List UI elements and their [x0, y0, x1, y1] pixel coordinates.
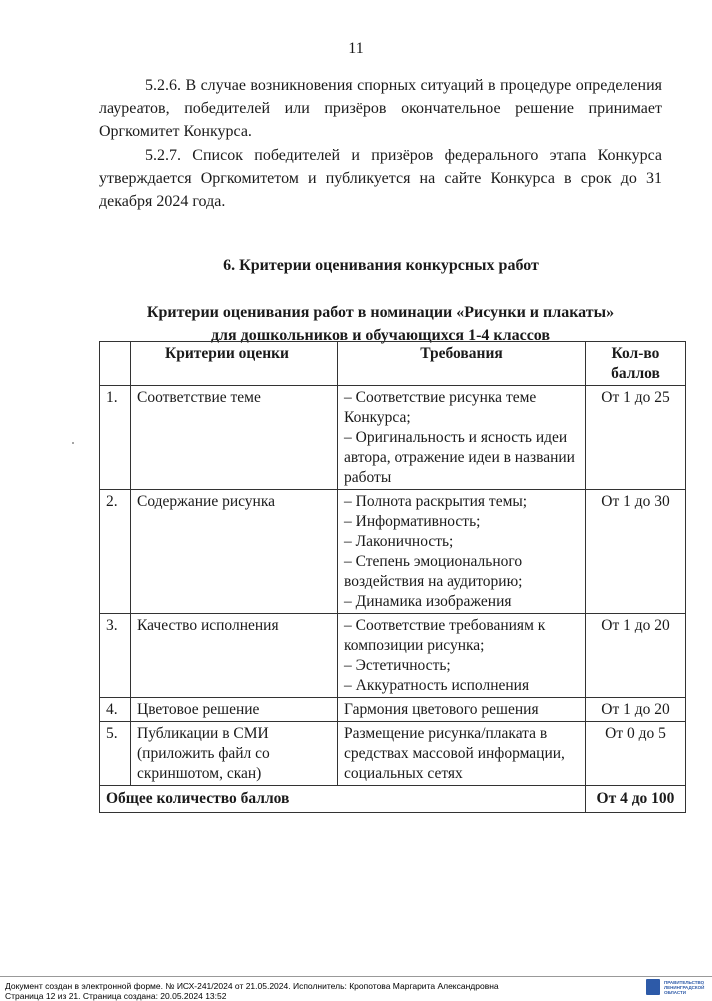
table-row: [100, 490, 686, 614]
header-requirements: Требования: [338, 342, 586, 386]
row-points: От 1 до 25: [586, 386, 686, 490]
requirement-item: – Эстетичность;: [344, 657, 451, 674]
row-requirements: [338, 722, 586, 786]
requirement-item: – Лаконичность;: [344, 533, 454, 550]
row-criterion: Цветовое решение: [131, 698, 338, 722]
row-criterion: Содержание рисунка: [131, 490, 338, 614]
row-criterion: Соответствие теме: [131, 386, 338, 490]
requirement-item: – Степень эмоционального воздействия на аудиторию;: [344, 553, 523, 590]
government-logo: [646, 979, 704, 995]
header-points: Кол-во баллов: [586, 342, 686, 386]
requirement-item: Гармония цветового решения: [344, 701, 539, 718]
header-number: [100, 342, 131, 386]
table-title-line-2: для дошкольников и обучающихся 1-4 классов: [210, 327, 551, 344]
section-title: 6. Критерии оценивания конкурсных работ: [223, 257, 539, 274]
table-row: [100, 722, 686, 786]
row-points: От 1 до 20: [586, 698, 686, 722]
table-header-row: [100, 342, 686, 386]
row-points: От 1 до 20: [586, 614, 686, 698]
row-number: 1.: [100, 386, 131, 490]
table-row: [100, 698, 686, 722]
requirement-item: – Динамика изображения: [344, 593, 512, 610]
logo-text: ПРАВИТЕЛЬСТВО ЛЕНИНГРАДСКОЙ ОБЛАСТИ: [664, 979, 705, 995]
requirement-item: – Соответствие требованиям к композиции рисунка;: [344, 617, 546, 654]
table-title-line-1: Критерии оценивания работ в номинации «Рисунки и плакаты»: [146, 304, 615, 321]
row-number: 2.: [100, 490, 131, 614]
table-total-row: [100, 786, 686, 813]
row-number: 4.: [100, 698, 131, 722]
paragraph-5-2-7: 5.2.7. Список победителей и призёров федерального этапа Конкурса утверждается Оргкомитетом и публикуется на сайте Конкурса в срок до 31 декабря 2024 года.: [99, 147, 662, 210]
total-points: От 4 до 100: [586, 786, 686, 813]
document-footer: [5, 981, 499, 1001]
requirement-item: Размещение рисунка/плаката в средствах массовой информации, социальных сетях: [344, 725, 565, 782]
requirement-item: – Полнота раскрытия темы;: [344, 493, 528, 510]
row-number: 5.: [100, 722, 131, 786]
row-requirements: [338, 614, 586, 698]
row-points: От 1 до 30: [586, 490, 686, 614]
paragraph-5-2-6: 5.2.6. В случае возникновения спорных ситуаций в процедуре определения лауреатов, победителей или призёров окончательное решение принимает Оргкомитет Конкурса.: [99, 77, 662, 140]
requirement-item: – Информативность;: [344, 513, 481, 530]
total-label: Общее количество баллов: [100, 786, 586, 813]
footer-line-1: Документ создан в электронной форме. № ИСХ-241/2024 от 21.05.2024. Исполнитель: Кропотова Маргарита Александровна: [5, 981, 499, 991]
row-requirements: [338, 698, 586, 722]
footer-divider: [0, 976, 712, 977]
row-criterion: Качество исполнения: [131, 614, 338, 698]
table-row: [100, 614, 686, 698]
row-requirements: [338, 490, 586, 614]
row-criterion: Публикации в СМИ (приложить файл со скриншотом, скан): [131, 722, 338, 786]
logo-emblem-icon: [646, 979, 660, 995]
footer-line-2: Страница 12 из 21. Страница создана: 20.05.2024 13:52: [5, 991, 227, 1001]
row-number: 3.: [100, 614, 131, 698]
table-row: [100, 386, 686, 490]
header-criteria: Критерии оценки: [131, 342, 338, 386]
requirement-item: – Соответствие рисунка теме Конкурса;: [344, 389, 537, 426]
requirement-item: – Аккуратность исполнения: [344, 677, 530, 694]
scan-speck: [72, 442, 74, 444]
requirement-item: – Оригинальность и ясность идеи автора, отражение идеи в названии работы: [344, 429, 575, 486]
criteria-table: [99, 341, 686, 813]
table-body: [100, 386, 686, 786]
row-requirements: [338, 386, 586, 490]
row-points: От 0 до 5: [586, 722, 686, 786]
page-number: 11: [348, 40, 364, 57]
